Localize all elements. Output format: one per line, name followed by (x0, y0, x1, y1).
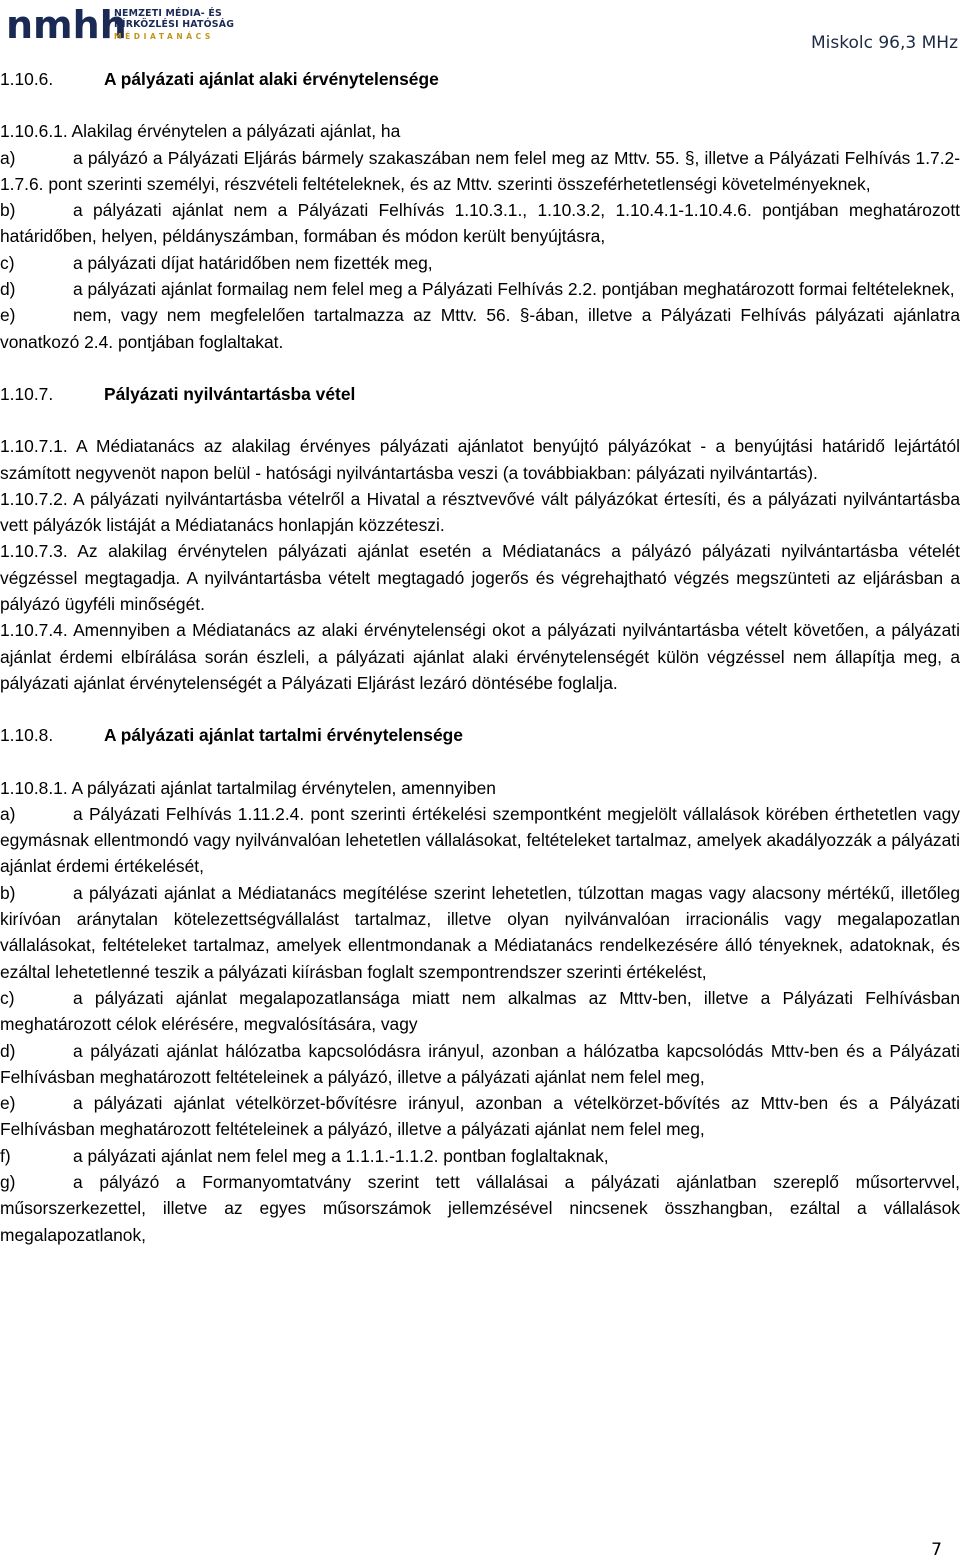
list-label: b) (0, 882, 16, 903)
list-label: d) (0, 279, 16, 300)
list-item-e (0, 302, 960, 355)
list-label: c) (0, 987, 15, 1008)
list-label: e) (0, 1093, 16, 1114)
section-number: 1.10.8. (0, 725, 54, 746)
list-item-c (0, 985, 960, 1038)
list-text: a pályázati ajánlat vételkörzet-bővítésre irányul, azonban a vételkörzet-bővítés az Mttv-ben és a Pályázati Felhívásban meghatározott feltételeinek a pályázó, illetve a pályázati ajánlat nem felel meg, (0, 1093, 960, 1140)
section-title: Pályázati nyilvántartásba vétel (104, 383, 356, 404)
list-label: d) (0, 1040, 16, 1061)
logo-line-3: MÉDIATANÁCS (114, 32, 214, 41)
list-item-c (0, 250, 960, 276)
list-item-e (0, 1090, 960, 1143)
list-item-b (0, 880, 960, 985)
list-item-a (0, 801, 960, 880)
list-text: a pályázati díjat határidőben nem fizették meg, (73, 252, 433, 273)
list-item-f (0, 1143, 960, 1169)
section-number: 1.10.7. (0, 383, 54, 404)
section-number: 1.10.6. (0, 69, 54, 89)
list-text: a pályázati ajánlat a Médiatanács megítélése szerint lehetetlen, túlzottan magas vagy alacsony mértékű, illetőleg kirívóan aránytalan kötelezettségvállalást tartalmaz, illetve olyan nyilvánvalóan irracionális vagy megalapozatlan vállalásokat, feltételeket tartalmaz, amelyek ellentmondanak a Médiatanács rendelkezésére álló tényeknek, adatoknak, és ezáltal lehetetlenné teszik a pályázati kiírásban foglalt szempontrendszer szerinti értékelést, (0, 882, 960, 982)
paragraph-1-10-7-4: 1.10.7.4. Amennyiben a Médiatanács az alaki érvénytelenségi okot a pályázati nyilvántartásba vételt követően, a pályázati ajánlat érdemi elbírálása során észleli, a pályázati ajánlat alaki érvénytelenségét külön végzéssel nem állapítja meg, a pályázati ajánlat érvénytelenségét a Pályázati Eljárást lezáró döntésébe foglalja. (0, 620, 960, 693)
paragraph-1-10-7-1: 1.10.7.1. A Médiatanács az alakilag érvényes pályázati ajánlatot benyújtó pályázókat - a benyújtási határidő lejártától számított negyvenöt napon belül - hatósági nyilvántartásba veszi (a továbbiakban: pályázati nyilvántartás). (0, 436, 960, 483)
page-header (0, 0, 960, 58)
list-text: a Pályázati Felhívás 1.11.2.4. pont szerinti értékelési szempontként megjelölt vállalások körében érthetetlen vagy egymásnak ellentmondó vagy nyilvánvalóan lehetetlen vállalásokat, feltételeket tartalmaz, amelyek akadályozzák a pályázati ajánlat érdemi értékelését, (0, 803, 960, 877)
list-item-d (0, 1038, 960, 1091)
section-title: A pályázati ajánlat tartalmi érvénytelensége (104, 725, 463, 746)
list-text: a pályázó a Formanyomtatvány szerint tett vállalásai a pályázati ajánlatban szereplő műsortervvel, műsorszerkezettel, illetve az egyes műsorszámok jellemzésével nincsenek összhangban, ezáltal a vállalások megalapozatlanok, (0, 1171, 960, 1245)
list-item-d (0, 276, 960, 302)
logo-wordmark: nmhh (6, 3, 127, 47)
document-body (0, 66, 960, 1248)
list-text: a pályázati ajánlat nem felel meg a 1.1.1.-1.1.2. pontban foglaltaknak, (73, 1145, 609, 1166)
section-heading-1-10-7 (0, 381, 960, 407)
list-text: a pályázó a Pályázati Eljárás bármely szakaszában nem felel meg az Mttv. 55. §, illetve a Pályázati Felhívás 1.7.2-1.7.6. pont szerinti személyi, részvételi feltételeknek, és az Mttv. szerinti összeférhetetlenségi követelményeknek, (0, 147, 960, 194)
list-item-b (0, 197, 960, 250)
logo-line-1: NEMZETI MÉDIA- ÉS (114, 8, 222, 19)
paragraph-1-10-7-3: 1.10.7.3. Az alakilag érvénytelen pályázati ajánlat esetén a Médiatanács a pályázó pályázati nyilvántartásba vételét végzéssel megtagadja. A nyilvántartásba vételt megtagadó jogerős és végrehajtható végzés megszünteti az eljárásban a pályázó ügyféli minőségét. (0, 541, 960, 615)
list-text: a pályázati ajánlat nem a Pályázati Felhívás 1.10.3.1., 1.10.3.2, 1.10.4.1-1.10.4.6. pontjában meghatározott határidőben, helyen, példányszámban, formában és módon került benyújtásra, (0, 200, 960, 247)
section-heading-1-10-8 (0, 722, 960, 748)
list-label: f) (0, 1145, 11, 1166)
list-text: a pályázati ajánlat megalapozatlansága miatt nem alkalmas az Mttv-ben, illetve a Pályázati Felhívásban meghatározott célok elérésére, megvalósítására, vagy (0, 987, 960, 1035)
list-text: a pályázati ajánlat hálózatba kapcsolódásra irányul, azonban a hálózatba kapcsolódás Mttv-ben és a Pályázati Felhívásban meghatározott feltételeinek a pályázó, illetve a pályázati ajánlat nem felel meg, (0, 1040, 960, 1087)
list-label: e) (0, 305, 16, 326)
list-label: a) (0, 803, 16, 824)
list-label: b) (0, 200, 16, 221)
station-label: Miskolc 96,3 MHz (811, 33, 958, 53)
page-number: 7 (931, 1540, 942, 1560)
paragraph-1-10-6-1-intro: 1.10.6.1. Alakilag érvénytelen a pályázati ajánlat, ha (0, 121, 401, 142)
list-text: nem, vagy nem megfelelően tartalmazza az Mttv. 56. §-ában, illetve a Pályázati Felhívás pályázati ajánlatra vonatkozó 2.4. pontjában foglaltakat. (0, 305, 960, 352)
logo-line-2: HÍRKÖZLÉSI HATÓSÁG (114, 19, 235, 30)
paragraph-1-10-8-1-intro: 1.10.8.1. A pályázati ajánlat tartalmilag érvénytelen, amennyiben (0, 777, 496, 798)
list-item-g (0, 1169, 960, 1248)
section-title: A pályázati ajánlat alaki érvénytelensége (104, 69, 439, 89)
nmhh-logo (6, 2, 236, 46)
list-text: a pályázati ajánlat formailag nem felel meg a Pályázati Felhívás 2.2. pontjában meghatározott formai feltételeknek, (73, 279, 955, 300)
paragraph-1-10-7-2: 1.10.7.2. A pályázati nyilvántartásba vételről a Hivatal a résztvevővé vált pályázókat értesíti, és a pályázati nyilvántartásba vett pályázók listáját a Médiatanács honlapján közzéteszi. (0, 488, 960, 536)
list-item-a (0, 145, 960, 198)
nmhh-logo-mark (6, 2, 127, 47)
list-label: c) (0, 252, 15, 273)
section-heading-1-10-6 (0, 66, 960, 92)
list-label: a) (0, 147, 16, 168)
list-label: g) (0, 1171, 16, 1192)
